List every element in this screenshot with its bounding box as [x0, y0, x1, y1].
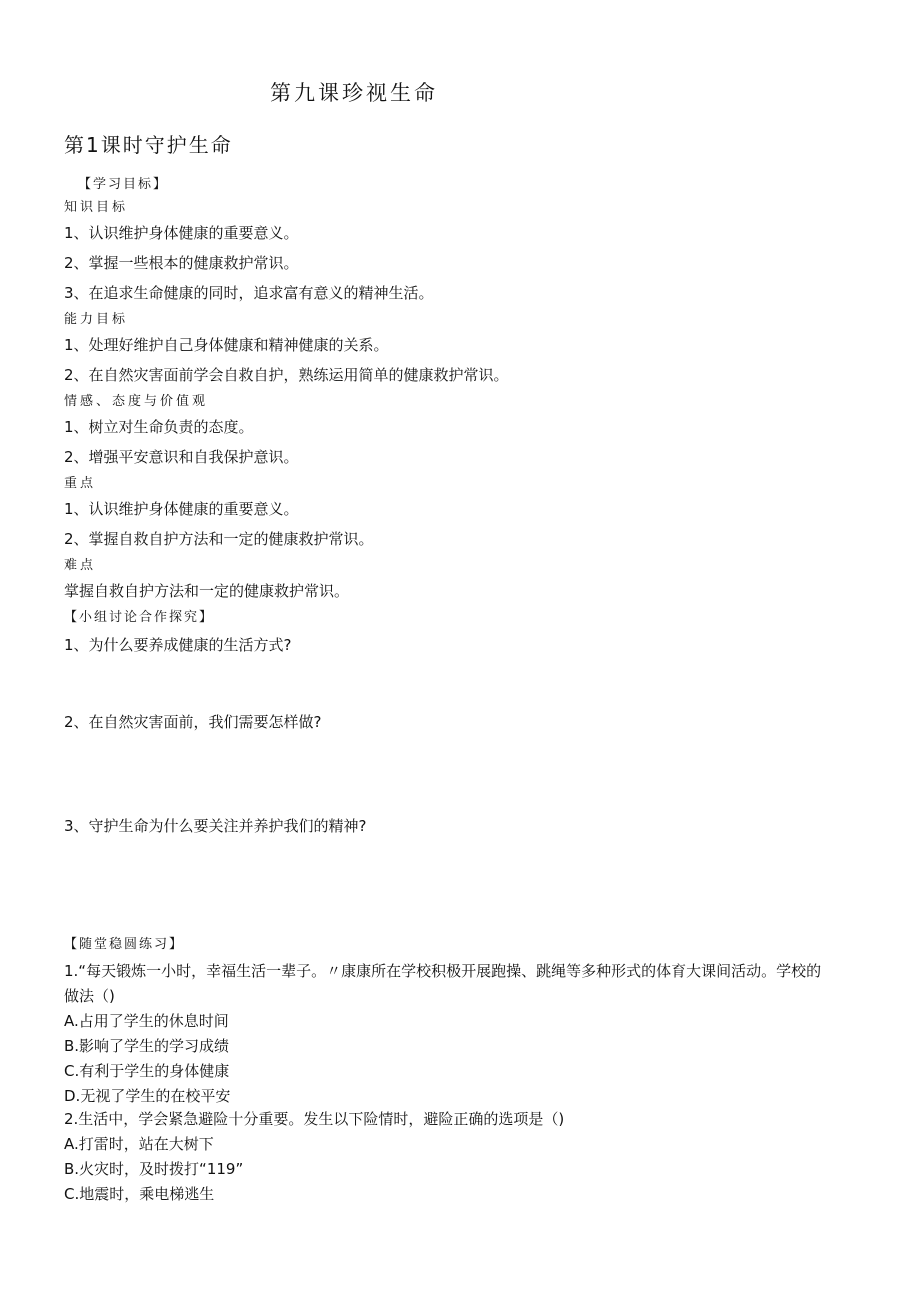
section-group-discussion: 【小组讨论合作探究】 [64, 610, 215, 625]
key-point-2: 2、掌握自救自护方法和一定的健康救护常识。 [64, 530, 374, 548]
question-2-option-b: B.火灾时，及时拨打“119” [64, 1160, 244, 1178]
question-1-stem: 1.“每天锻炼一小时，幸福生活一辈子。〃康康所在学校积极开展跑操、跳绳等多种形式的体育大课间活动。学校的 [64, 962, 822, 980]
key-points-label: 重点 [64, 476, 97, 491]
knowledge-goals-label: 知识目标 [64, 200, 129, 215]
question-1-option-d: D.无视了学生的在校平安 [64, 1087, 231, 1105]
period-title: 第1课时守护生命 [64, 133, 233, 157]
key-point-1: 1、认识维护身体健康的重要意义。 [64, 500, 299, 518]
question-2-option-a: A.打雷时，站在大树下 [64, 1135, 214, 1153]
discussion-question-1: 1、为什么要养成健康的生活方式? [64, 636, 292, 654]
question-1-option-b: B.影响了学生的学习成绩 [64, 1037, 230, 1055]
knowledge-goal-2: 2、掌握一些根本的健康救护常识。 [64, 254, 299, 272]
knowledge-goal-3: 3、在追求生命健康的同时，追求富有意义的精神生活。 [64, 284, 434, 302]
lesson-title: 第九课珍视生命 [270, 81, 438, 105]
question-2-option-c: C.地震时，乘电梯逃生 [64, 1185, 215, 1203]
discussion-question-2: 2、在自然灾害面前，我们需要怎样做? [64, 713, 322, 731]
emotion-goal-1: 1、树立对生命负责的态度。 [64, 418, 254, 436]
ability-goal-2: 2、在自然灾害面前学会自救自护，熟练运用简单的健康救护常识。 [64, 366, 509, 384]
difficulty-label: 难点 [64, 558, 97, 573]
discussion-question-3: 3、守护生命为什么要关注并养护我们的精神? [64, 817, 367, 835]
section-learning-goals: 【学习目标】 [78, 177, 169, 192]
knowledge-goal-1: 1、认识维护身体健康的重要意义。 [64, 224, 299, 242]
difficulty-text: 掌握自救自护方法和一定的健康救护常识。 [64, 582, 350, 600]
question-1-stem-continued: 做法（) [64, 987, 115, 1005]
question-1-option-a: A.占用了学生的休息时间 [64, 1012, 229, 1030]
question-1-option-c: C.有利于学生的身体健康 [64, 1062, 230, 1080]
ability-goal-1: 1、处理好维护自己身体健康和精神健康的关系。 [64, 336, 389, 354]
emotion-goal-2: 2、增强平安意识和自我保护意识。 [64, 448, 299, 466]
ability-goals-label: 能力目标 [64, 312, 129, 327]
section-in-class-practice: 【随堂稳圆练习】 [64, 937, 185, 952]
emotion-goals-label: 情感、态度与价值观 [64, 394, 209, 409]
question-2-stem: 2.生活中，学会紧急避险十分重要。发生以下险情时，避险正确的选项是（) [64, 1110, 565, 1128]
